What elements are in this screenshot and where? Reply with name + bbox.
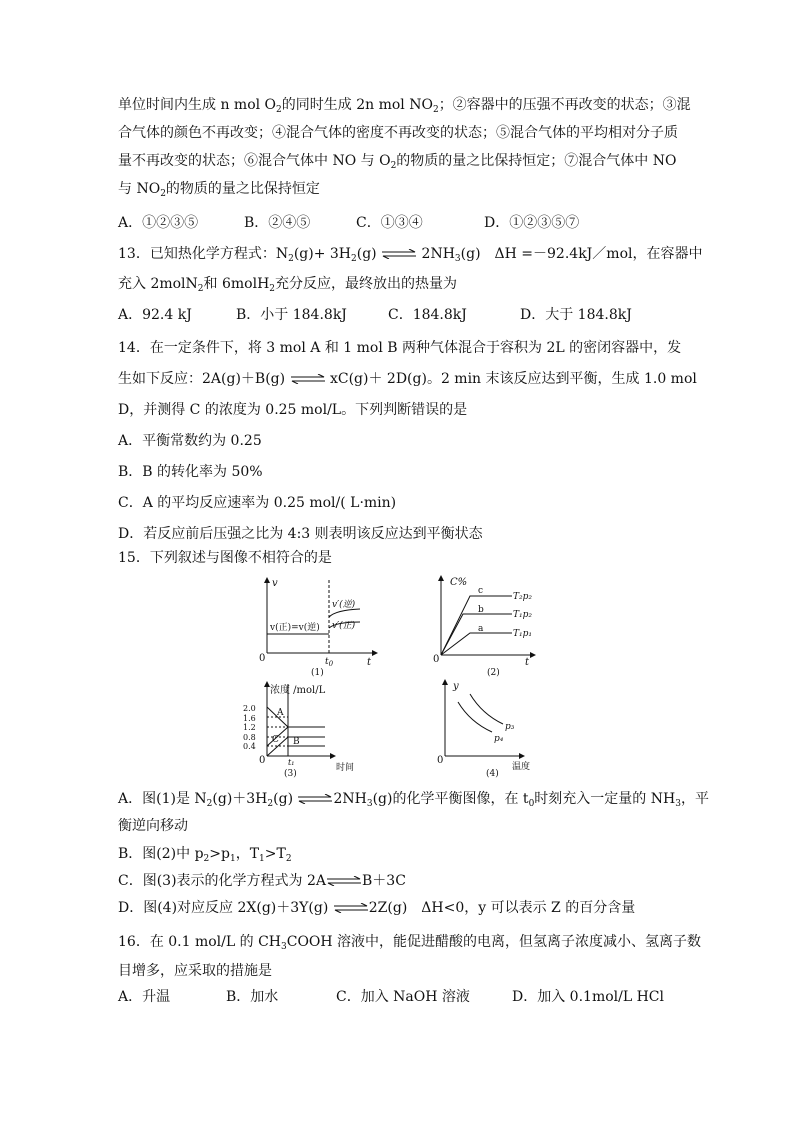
- svg-text:温度: 温度: [512, 762, 531, 772]
- equilibrium-arrow-icon: [381, 249, 417, 259]
- q13-line2: 充入 2molN$_2$和 6molH$_2$充分反应，最终放出的热量为: [118, 276, 458, 294]
- svg-text:y: y: [453, 681, 459, 692]
- svg-text:2.0: 2.0: [243, 704, 256, 713]
- q15-option-a-line1: A．图(1)是 $N_2(g)+3H_2(g)$ $2NH_3(g)$的化学平衡图像，在 $t_0$时刻充入一定量的 $NH_3$，平: [118, 791, 709, 809]
- svg-text:0: 0: [259, 755, 266, 766]
- svg-text:(1): (1): [311, 668, 324, 678]
- svg-text:T₁p₂: T₁p₂: [513, 610, 532, 620]
- figure-3: [243, 683, 354, 779]
- q14-option-b: B．B 的转化率为 50%: [118, 464, 263, 480]
- equilibrium-arrow-icon: [290, 374, 326, 384]
- svg-text:b: b: [478, 605, 484, 615]
- q16-option-b: B．加水: [226, 989, 279, 1005]
- q12-option-b: B．②④⑤: [244, 215, 311, 231]
- svg-text:B: B: [293, 737, 300, 747]
- q16-option-d: D．加入 0.1mol/L HCl: [512, 989, 664, 1005]
- q13-line1: 13．已知热化学方程式：$N_2(g)+ 3H_2(g)$ $2NH_3(g)$ ΔH =－92.4kJ／mol，在容器中: [118, 246, 703, 264]
- q13-option-c: C．184.8kJ: [388, 307, 467, 323]
- svg-text:v(正)=v(逆): v(正)=v(逆): [270, 623, 320, 633]
- svg-text:t₁: t₁: [288, 758, 295, 767]
- figure-1: [259, 578, 375, 678]
- svg-text:a: a: [478, 624, 484, 634]
- q16-option-c: C．加入 NaOH 溶液: [336, 989, 470, 1005]
- equilibrium-arrow-icon: [333, 903, 369, 913]
- q14-line2: 生如下反应：2A(g)＋B(g) xC(g)＋ 2D(g)。2 min 末该反应达到平衡，生成 1.0 mol: [118, 371, 697, 387]
- svg-text:p₄: p₄: [494, 734, 504, 744]
- svg-text:C: C: [272, 735, 279, 745]
- q15-option-a-line2: 衡逆向移动: [118, 818, 188, 834]
- q15-option-c: C．图(3)表示的化学方程式为 2A B＋3C: [118, 873, 406, 889]
- svg-text:v′(正): v′(正): [332, 621, 356, 631]
- svg-text:C%: C%: [450, 577, 468, 588]
- q13-option-d: D．大于 184.8kJ: [520, 307, 632, 323]
- svg-text:t0: $t_0$: [325, 657, 334, 668]
- svg-text:1.2: 1.2: [243, 723, 256, 732]
- q13-option-b: B．小于 184.8kJ: [236, 307, 347, 323]
- svg-text:0.4: 0.4: [243, 742, 256, 751]
- q14-line1: 14．在一定条件下，将 3 mol A 和 1 mol B 两种气体混合于容积为 2L 的密闭容器中，发: [118, 340, 682, 356]
- svg-text:c: c: [478, 586, 484, 596]
- q14-option-c: C．A 的平均反应速率为 0.25 mol/( L·min): [118, 495, 397, 511]
- q12-option-a: A．①②③⑤: [118, 215, 199, 231]
- q15-option-b: B．图(2)中 $p_2>p_1$，$T_1>T_2$: [118, 846, 292, 864]
- svg-text:v′(逆): v′(逆): [332, 600, 356, 610]
- svg-text:t: t: [367, 657, 372, 668]
- q12-line4: 与 $NO_2$的物质的量之比保持恒定: [118, 181, 320, 199]
- q14-option-d: D．若反应前后压强之比为 4:3 则表明该反应达到平衡状态: [118, 526, 483, 542]
- q13-option-a: A．92.4 kJ: [118, 307, 192, 323]
- svg-text:0: 0: [433, 654, 440, 665]
- q16-option-a: A．升温: [118, 989, 171, 1005]
- q16-line1: 16．在 0.1 mol/L 的 $CH_3COOH$ 溶液中，能促进醋酸的电离，但氢离子浓度减小、氢离子数: [118, 934, 702, 952]
- svg-text:p₃: p₃: [505, 722, 515, 732]
- svg-text:(3): (3): [284, 769, 297, 779]
- equilibrium-arrow-icon: [326, 876, 362, 886]
- q15-option-d: D．图(4)对应反应 2X(g)＋3Y(g) 2Z(g) ΔH<0，y 可以表示 Z 的百分含量: [118, 900, 636, 916]
- svg-text:A: A: [277, 708, 284, 718]
- equilibrium-arrow-icon: [297, 794, 333, 804]
- svg-text:0.8: 0.8: [243, 733, 256, 742]
- q14-line3: D，并测得 C 的浓度为 0.25 mol/L。下列判断错误的是: [118, 402, 468, 418]
- q16-line2: 目增多，应采取的措施是: [118, 963, 272, 979]
- q12-line1: 单位时间内生成 n mol $O_2$的同时生成 2n mol $NO_2$；②容器中的压强不再改变的状态；③混: [118, 97, 691, 115]
- figure-4: [437, 681, 530, 779]
- q15-stem: 15．下列叙述与图像不相符合的是: [118, 550, 332, 566]
- svg-text:(4): (4): [486, 769, 499, 779]
- q14-option-a: A．平衡常数约为 0.25: [118, 433, 262, 449]
- q12-option-d: D．①②③⑤⑦: [484, 215, 580, 231]
- q15-figures: [0, 572, 794, 792]
- svg-text:浓度 /mol/L: 浓度 /mol/L: [270, 685, 326, 696]
- q12-line3: 量不再改变的状态；⑥混合气体中 NO 与 $O_2$的物质的量之比保持恒定；⑦混合气体中 NO: [118, 153, 677, 171]
- q12-option-c: C．①③④: [356, 215, 423, 231]
- svg-text:T₂p₂: T₂p₂: [513, 592, 532, 602]
- svg-text:(2): (2): [487, 668, 500, 678]
- svg-text:T₁p₁: T₁p₁: [513, 629, 532, 639]
- q12-line2: 合气体的颜色不再改变；④混合气体的密度不再改变的状态；⑤混合气体的平均相对分子质: [118, 125, 678, 141]
- svg-text:时间: 时间: [336, 763, 355, 773]
- svg-text:0: 0: [259, 653, 266, 664]
- figure-2: [433, 577, 533, 678]
- svg-text:v: v: [272, 578, 278, 589]
- svg-text:t: t: [525, 657, 530, 668]
- svg-text:0: 0: [437, 755, 444, 766]
- svg-text:1.6: 1.6: [243, 714, 256, 723]
